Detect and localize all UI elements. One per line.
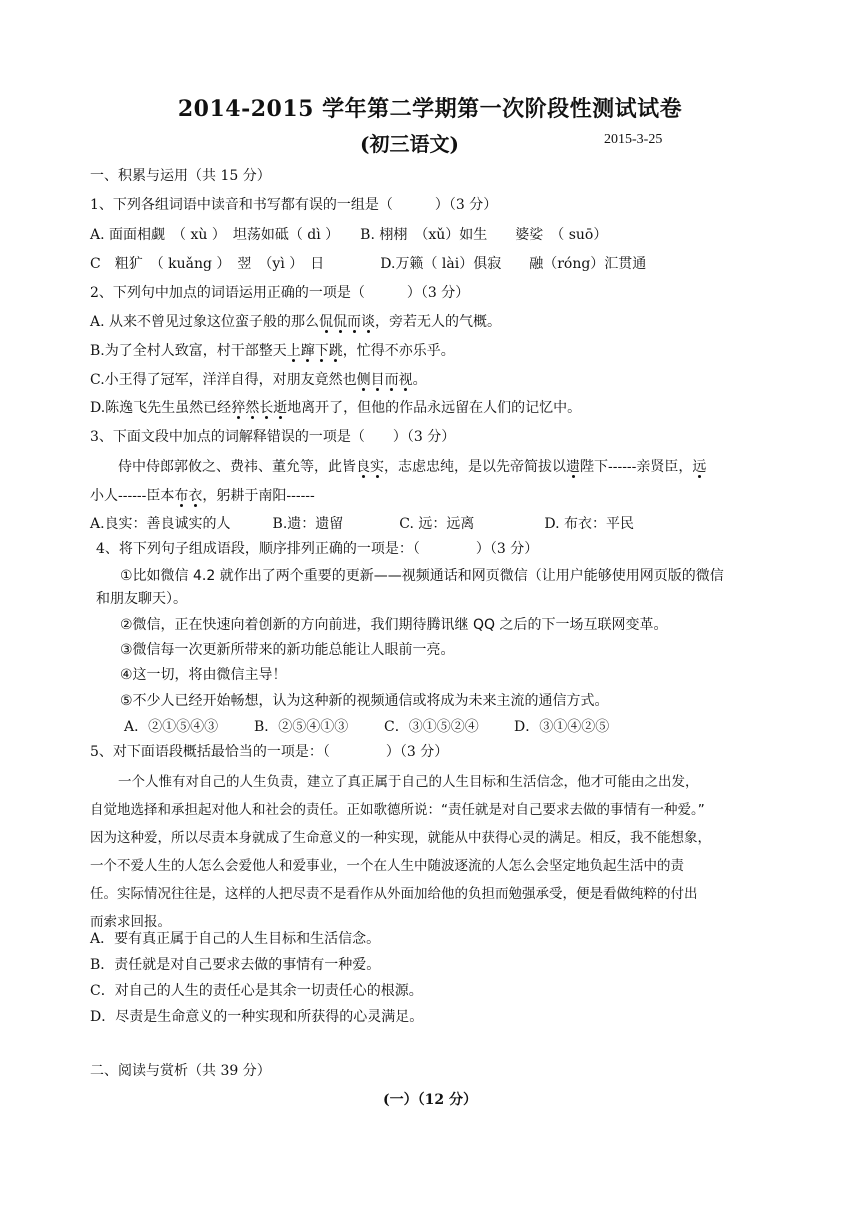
q5-paragraph-line: 一个不爱人生的人怎么会爱他人和爱事业，一个在人生中随波逐流的人怎么会坚定地负起生活中的责 bbox=[90, 858, 684, 874]
dotted-char: 视 bbox=[398, 372, 413, 388]
dotted-char: 衣 bbox=[188, 488, 203, 504]
dotted-char: 然 bbox=[245, 400, 260, 416]
q4-sentence-2: ②微信，正在快速向着创新的方向前进，我们期待腾讯继 QQ 之后的下一场互联网变革。 bbox=[120, 617, 668, 633]
q4-options bbox=[124, 718, 609, 736]
q4-sentence-3: ③微信每一次更新所带来的新功能总能让人眼前一亮。 bbox=[120, 642, 455, 658]
q4-option-d: D．③①④②⑤ bbox=[514, 719, 610, 735]
dotted-char: 而 bbox=[384, 372, 399, 388]
q3-stem: 3、下面文段中加点的词解释错误的一项是（ ）（3 分） bbox=[90, 429, 456, 445]
q2-option-c: C.小王得了冠军，洋洋自得，对朋友竟然也侧目而视。 bbox=[90, 372, 427, 388]
dotted-char: 良 bbox=[356, 459, 370, 475]
q4-option-b: B．②⑤④①③ bbox=[254, 719, 349, 735]
q4-sentence-4: ④这一切，将由微信主导！ bbox=[120, 667, 287, 683]
q3-passage-line2: 小人------臣本布衣，躬耕于南阳------ bbox=[90, 488, 315, 504]
dotted-char: 蹿 bbox=[300, 343, 315, 359]
exam-date: 2015-3-25 bbox=[604, 132, 663, 147]
dotted-char: 远 bbox=[692, 459, 707, 475]
dotted-word bbox=[319, 314, 375, 330]
q1-options-ab: A. 面面相觑 （ xù ） 坦荡如砥（ dì ） B. 栩栩 （xǔ）如生 婆娑 （ suō） bbox=[90, 227, 608, 243]
dotted-char: 遗 bbox=[566, 459, 580, 475]
dotted-word bbox=[231, 400, 287, 416]
q2-option-a: A. 从来不曾见过象这位蛮子般的那么侃侃而谈，旁若无人的气概。 bbox=[90, 314, 502, 330]
dotted-char: 上 bbox=[286, 343, 301, 359]
q5-option-c: C．对自己的人生的责任心是其余一切责任心的根源。 bbox=[90, 983, 423, 999]
dotted-char: 目 bbox=[370, 372, 385, 388]
q5-paragraph-line: 因为这种爱，所以尽责本身就成了生命意义的一种实现，就能从中获得心灵的满足。相反，我不能想象， bbox=[90, 830, 711, 846]
q5-option-a: A．要有真正属于自己的人生目标和生活信念。 bbox=[90, 931, 381, 947]
q1-options-cd: C 粗犷 （ kuǎng ） 翌 （yì ） 日 D.万籁（ lài）俱寂 融（róng）汇贯通 bbox=[90, 256, 647, 272]
q4-sentence-1b: 和朋友聊天）。 bbox=[96, 591, 187, 607]
dotted-char: 长 bbox=[259, 400, 274, 416]
dotted-char: 谈 bbox=[361, 314, 376, 330]
q5-paragraph-line: 任。实际情况往往是，这样的人把尽责不是看作从外面加给他的负担而勉强承受，便是看做纯粹的付出 bbox=[90, 886, 698, 902]
section1-heading: 一、积累与运用（共 15 分） bbox=[90, 168, 271, 184]
exam-subtitle: (初三语文) bbox=[360, 132, 459, 156]
dotted-word bbox=[356, 459, 384, 475]
dotted-word bbox=[287, 343, 343, 359]
dotted-char: 而 bbox=[347, 314, 362, 330]
dotted-word bbox=[174, 488, 202, 504]
q5-stem: 5、对下面语段概括最恰当的一项是：（ ）（3 分） bbox=[90, 744, 449, 760]
q5-paragraph-line: 而索求回报。 bbox=[90, 914, 171, 930]
q3-passage-line1: 侍中侍郎郭攸之、费祎、董允等，此皆良实，志虑忠纯，是以先帝简拔以遗陛下------亲贤臣，远 bbox=[118, 459, 707, 475]
dotted-char: 跳 bbox=[328, 343, 343, 359]
q4-sentence-5: ⑤不少人已经开始畅想，认为这种新的视频通信或将成为未来主流的通信方式。 bbox=[120, 693, 609, 709]
q5-paragraph-line: 一个人惟有对自己的人生负责，建立了真正属于自己的人生目标和生活信念，他才可能由之出发， bbox=[118, 774, 699, 790]
dotted-char: 布 bbox=[174, 488, 189, 504]
q5-paragraph-line: 自觉地选择和承担起对他人和社会的责任。正如歌德所说：“责任就是对自己要求去做的事情有一种爱。” bbox=[90, 802, 705, 818]
dotted-char: 侃 bbox=[319, 314, 334, 330]
dotted-char: 侃 bbox=[333, 314, 348, 330]
dotted-char: 猝 bbox=[231, 400, 246, 416]
dotted-word bbox=[692, 459, 706, 475]
q5-option-b: B．责任就是对自己要求去做的事情有一种爱。 bbox=[90, 957, 381, 973]
section2-part1-heading: (一）（12 分） bbox=[383, 1092, 477, 1108]
dotted-char: 逝 bbox=[273, 400, 288, 416]
q4-stem: 4、将下列句子组成语段，顺序排列正确的一项是：（ ）（3 分） bbox=[96, 541, 539, 557]
dotted-char: 实 bbox=[370, 459, 384, 475]
q1-stem: 1、下列各组词语中读音和书写都有误的一组是（ ）（3 分） bbox=[90, 197, 498, 213]
dotted-word bbox=[566, 459, 580, 475]
q2-option-d: D.陈逸飞先生虽然已经猝然长逝地离开了，但他的作品永远留在人们的记忆中。 bbox=[90, 400, 582, 416]
exam-title: 2014-2015 学年第二学期第一次阶段性测试试卷 bbox=[177, 96, 683, 122]
q4-option-a: A．②①⑤④③ bbox=[124, 719, 219, 735]
dotted-word bbox=[357, 372, 413, 388]
q4-sentence-1a: ①比如微信 4.2 就作出了两个重要的更新——视频通话和网页微信（让用户能够使用网页版的微信 bbox=[120, 568, 724, 584]
dotted-char: 侧 bbox=[356, 372, 371, 388]
q3-options: A.良实：善良诚实的人 B.遗：遗留 C. 远：远离 D. 布衣：平民 bbox=[90, 516, 635, 532]
section2-heading: 二、阅读与赏析（共 39 分） bbox=[90, 1063, 271, 1079]
q4-option-c: C．③①⑤②④ bbox=[384, 719, 479, 735]
q2-stem: 2、下列句中加点的词语运用正确的一项是（ ）（3 分） bbox=[90, 285, 470, 301]
dotted-char: 下 bbox=[314, 343, 329, 359]
q5-option-d: D．尽责是生命意义的一种实现和所获得的心灵满足。 bbox=[90, 1009, 424, 1025]
q2-option-b: B.为了全村人致富，村干部整天上蹿下跳，忙得不亦乐乎。 bbox=[90, 343, 455, 359]
